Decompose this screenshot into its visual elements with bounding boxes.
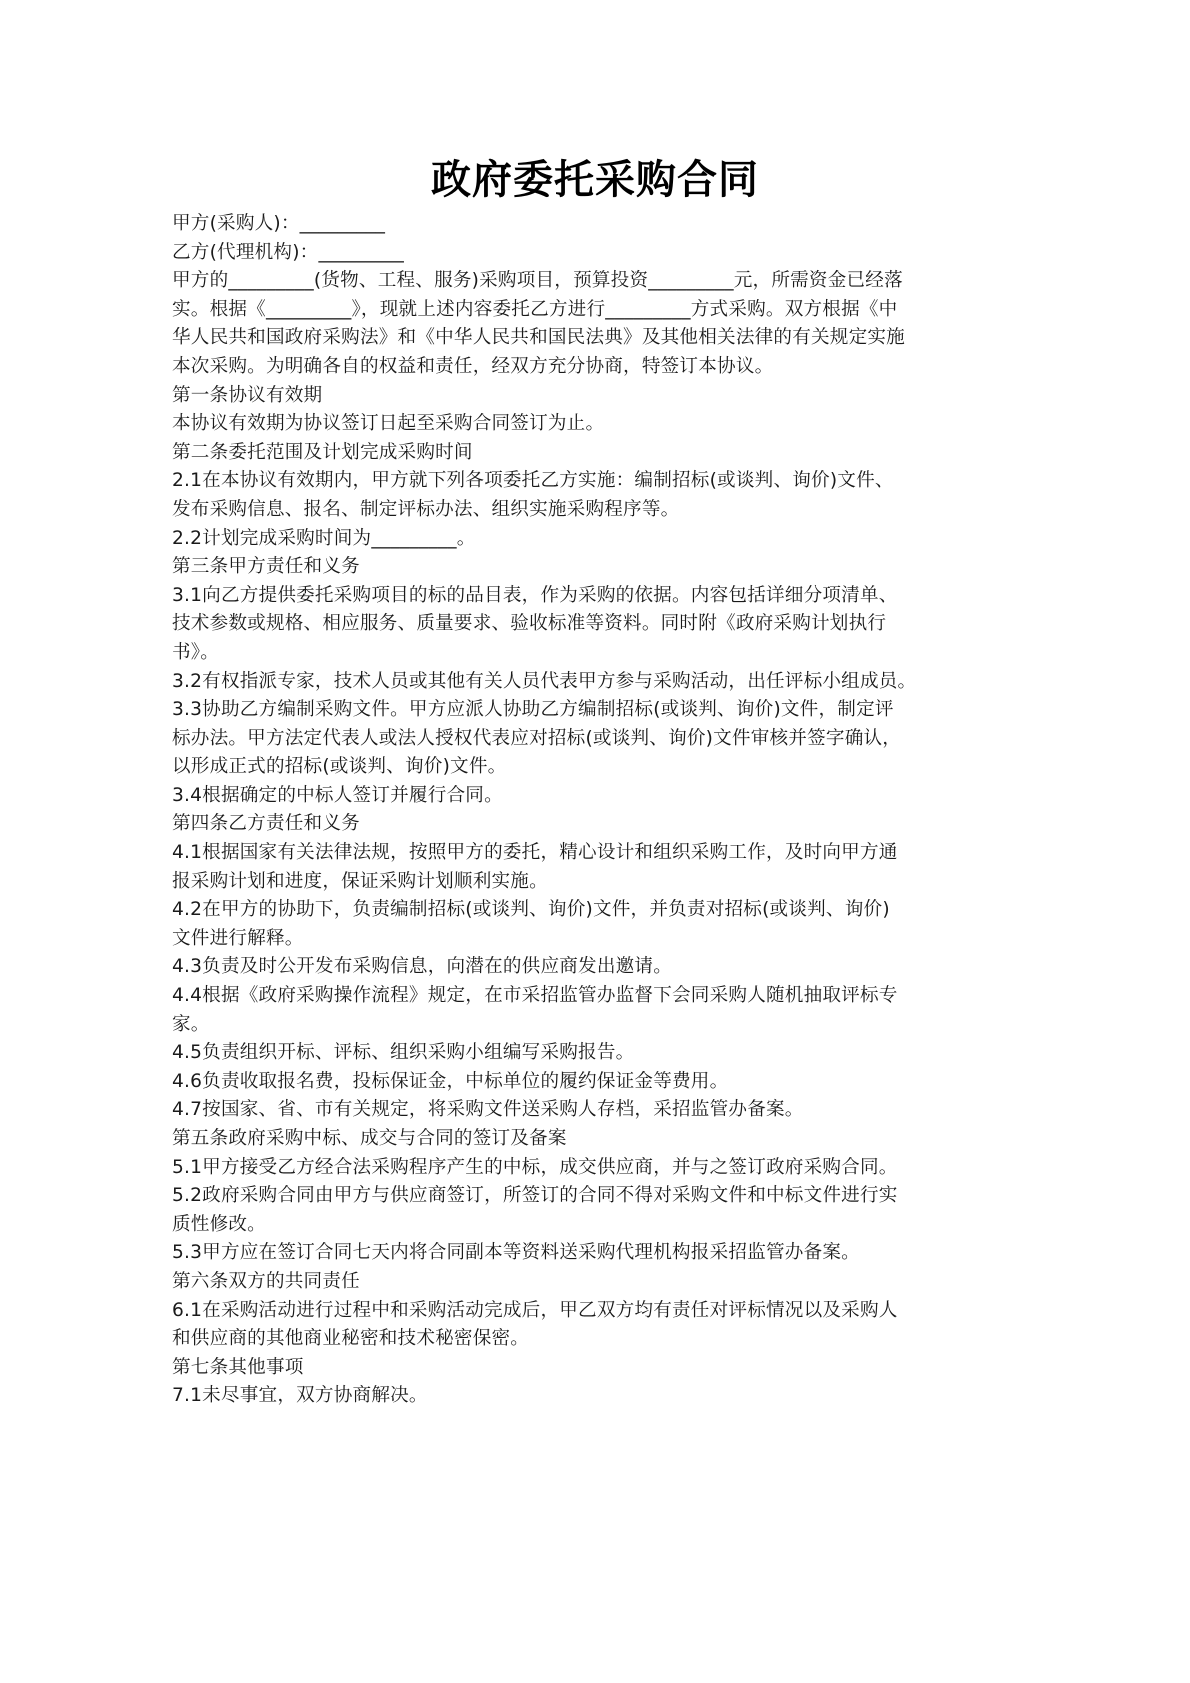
article-3-heading: 第三条甲方责任和义务 xyxy=(172,556,360,578)
clause-5-2: 5.2政府采购合同由甲方与供应商签订，所签订的合同不得对采购文件和中标文件进行实 xyxy=(172,1185,898,1207)
clause-2-2: 2.2计划完成采购时间为_________。 xyxy=(172,527,476,549)
article-2-heading: 第二条委托范围及计划完成采购时间 xyxy=(172,441,473,463)
clause-5-3: 5.3甲方应在签订合同七天内将合同副本等资料送采购代理机构报采招监管办备案。 xyxy=(172,1242,860,1264)
clause-3-1-cont: 书》。 xyxy=(172,641,220,663)
clause-7-1: 7.1未尽事宜，双方协商解决。 xyxy=(172,1385,428,1407)
clause-4-3: 4.3负责及时公开发布采购信息，向潜在的供应商发出邀请。 xyxy=(172,956,673,978)
clause-4-4: 4.4根据《政府采购操作流程》规定，在市采招监管办监督下会同采购人随机抽取评标专 xyxy=(172,985,898,1007)
clause-4-1-cont: 报采购计划和进度，保证采购计划顺利实施。 xyxy=(172,870,548,892)
article-1-heading: 第一条协议有效期 xyxy=(172,384,323,406)
clause-4-6: 4.6负责收取报名费，投标保证金，中标单位的履约保证金等费用。 xyxy=(172,1070,729,1092)
clause-3-1: 3.1向乙方提供委托采购项目的标的品目表，作为采购的依据。内容包括详细分项清单、 xyxy=(172,584,898,606)
clause-3-3: 3.3协助乙方编制采购文件。甲方应派人协助乙方编制招标(或谈判、询价)文件，制定评 xyxy=(172,699,894,721)
clause-6-1: 6.1在采购活动进行过程中和采购活动完成后，甲乙双方均有责任对评标情况以及采购人 xyxy=(172,1299,898,1321)
clause-5-1: 5.1甲方接受乙方经合法采购程序产生的中标，成交供应商，并与之签订政府采购合同。 xyxy=(172,1156,898,1178)
article-4-heading: 第四条乙方责任和义务 xyxy=(172,813,360,835)
document-body xyxy=(172,210,1018,1411)
document-title: 政府委托采购合同 xyxy=(431,156,759,203)
clause-3-3-cont: 标办法。甲方法定代表人或法人授权代表应对招标(或谈判、询价)文件审核并签字确认， xyxy=(172,727,902,749)
clause-4-5: 4.5负责组织开标、评标、组织采购小组编写采购报告。 xyxy=(172,1042,635,1064)
clause-6-1-cont: 和供应商的其他商业秘密和技术秘密保密。 xyxy=(172,1328,530,1350)
clause-4-2-cont: 文件进行解释。 xyxy=(172,927,304,949)
article-6-heading: 第六条双方的共同责任 xyxy=(172,1270,360,1292)
clause-3-3-cont: 以形成正式的招标(或谈判、询价)文件。 xyxy=(172,756,507,778)
party-a-line: 甲方(采购人)：_________ xyxy=(172,213,386,234)
preamble-line: 甲方的_________(货物、工程、服务)采购项目，预算投资_________元，所需资金已经落 xyxy=(172,270,903,292)
preamble-line: 实。根据《_________》，现就上述内容委托乙方进行_________方式采购。双方根据《中 xyxy=(172,298,898,320)
document-page xyxy=(172,152,1018,1411)
clause-4-2: 4.2在甲方的协助下，负责编制招标(或谈判、询价)文件，并负责对招标(或谈判、询价) xyxy=(172,899,890,921)
clause-2-1-cont: 发布采购信息、报名、制定评标办法、组织实施采购程序等。 xyxy=(172,498,680,520)
clause-4-1: 4.1根据国家有关法律法规，按照甲方的委托，精心设计和组织采购工作，及时向甲方通 xyxy=(172,842,898,864)
clause-5-2-cont: 质性修改。 xyxy=(172,1213,266,1235)
article-7-heading: 第七条其他事项 xyxy=(172,1356,304,1378)
preamble-line: 本次采购。为明确各自的权益和责任，经双方充分协商，特签订本协议。 xyxy=(172,355,774,377)
party-b-line: 乙方(代理机构)：_________ xyxy=(172,241,404,263)
clause-2-1: 2.1在本协议有效期内，甲方就下列各项委托乙方实施：编制招标(或谈判、询价)文件、 xyxy=(172,470,894,492)
clause-4-7: 4.7按国家、省、市有关规定，将采购文件送采购人存档，采招监管办备案。 xyxy=(172,1099,804,1121)
clause-3-2: 3.2有权指派专家，技术人员或其他有关人员代表甲方参与采购活动，出任评标小组成员。 xyxy=(172,670,917,692)
preamble-line: 华人民共和国政府采购法》和《中华人民共和国民法典》及其他相关法律的有关规定实施 xyxy=(172,327,905,349)
article-1-text: 本协议有效期为协议签订日起至采购合同签订为止。 xyxy=(172,413,605,435)
clause-3-4: 3.4根据确定的中标人签订并履行合同。 xyxy=(172,784,503,806)
clause-3-1-cont: 技术参数或规格、相应服务、质量要求、验收标准等资料。同时附《政府采购计划执行 xyxy=(172,613,887,635)
article-5-heading: 第五条政府采购中标、成交与合同的签订及备案 xyxy=(172,1128,567,1149)
clause-4-4-cont: 家。 xyxy=(172,1013,210,1035)
